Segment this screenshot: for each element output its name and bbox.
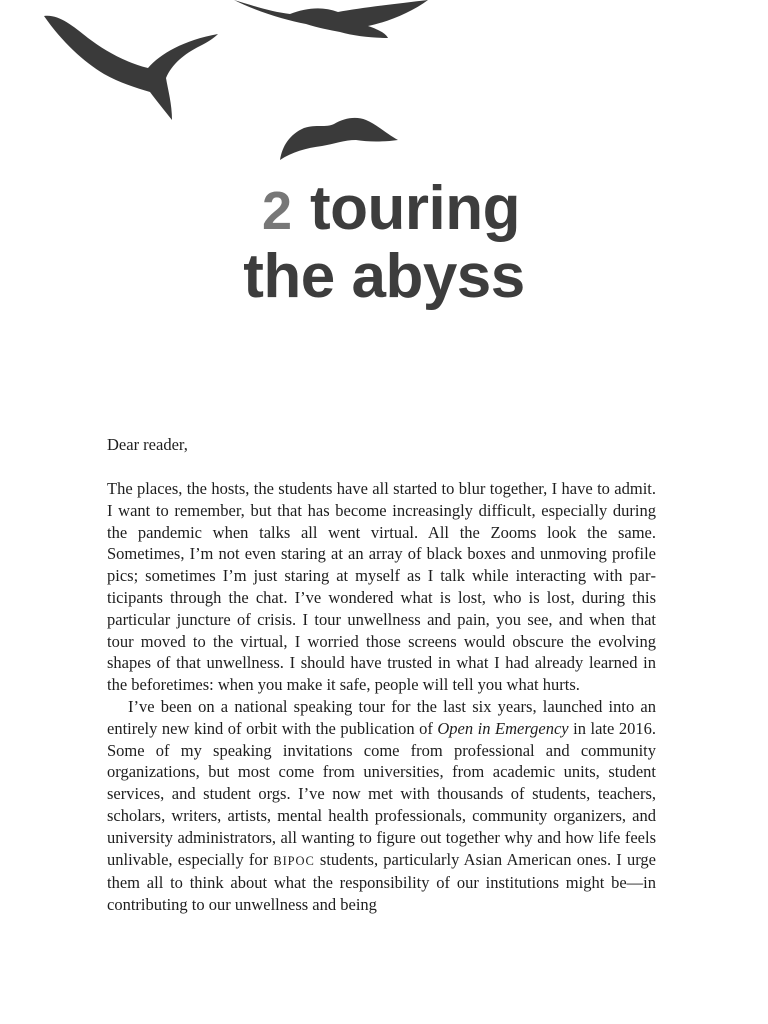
bird-left-icon xyxy=(44,16,218,120)
paragraph-one: The places, the hosts, the students have all started to blur together, I have to admit. I want to remember, but that has become increasingly difficult, especially during the pandemic when talks all went virtual. All the Zooms look the same. Sometimes, I’m not even staring at an array of black boxes and unmoving profile pics; sometimes I’m just staring at myself as I talk while interacting with participants through the chat. I’ve wondered what is lost, who is lost, during this particular juncture of crisis. I tour unwellness and pain, you see, and when that tour moved to the virtual, I worried those screens would obscure the evolving shapes of that unwellness. I should have trusted in what I had already learned in the beforetimes: when you make it safe, people will tell you what hurts. xyxy=(107,479,656,695)
chapter-title-line-two: the abyss xyxy=(243,242,525,311)
letter-body xyxy=(107,434,656,916)
chapter-title-word: touring xyxy=(310,174,521,243)
book-title-italic: Open in Emergency xyxy=(437,718,569,738)
chapter-number: 2 xyxy=(261,181,293,241)
flying-birds-illustration xyxy=(0,0,768,175)
salutation: Dear reader, xyxy=(107,435,188,454)
paragraph-two xyxy=(107,696,656,916)
bird-top-icon xyxy=(234,0,428,38)
bird-small-icon xyxy=(280,118,398,160)
paragraph-two-text-end: students, particularly Asian American ones. I urge them all to think about what the responsibility of our institutions might be—in contributing to our unwellness and being xyxy=(107,849,656,915)
paragraph-two-text-start: I’ve been on a national speaking tour for the last six years, launched into an entirely new kind of orbit with the publication of xyxy=(107,696,656,738)
paragraph-two-text-middle: in late 2016. Some of my speaking invitations come from professional and community organizations, but most come from universities, from academic units, student services, and student orgs. I’ve now met with thousands of students, teachers, scholars, writers, artists, mental health professionals, community organizers, and university administrators, all wanting to figure out together why and how life feels unlivable, especially for xyxy=(107,718,656,869)
chapter-heading xyxy=(0,176,768,310)
bipoc-smallcaps: BIPOC xyxy=(273,853,315,868)
chapter-title-line-one xyxy=(0,176,768,244)
